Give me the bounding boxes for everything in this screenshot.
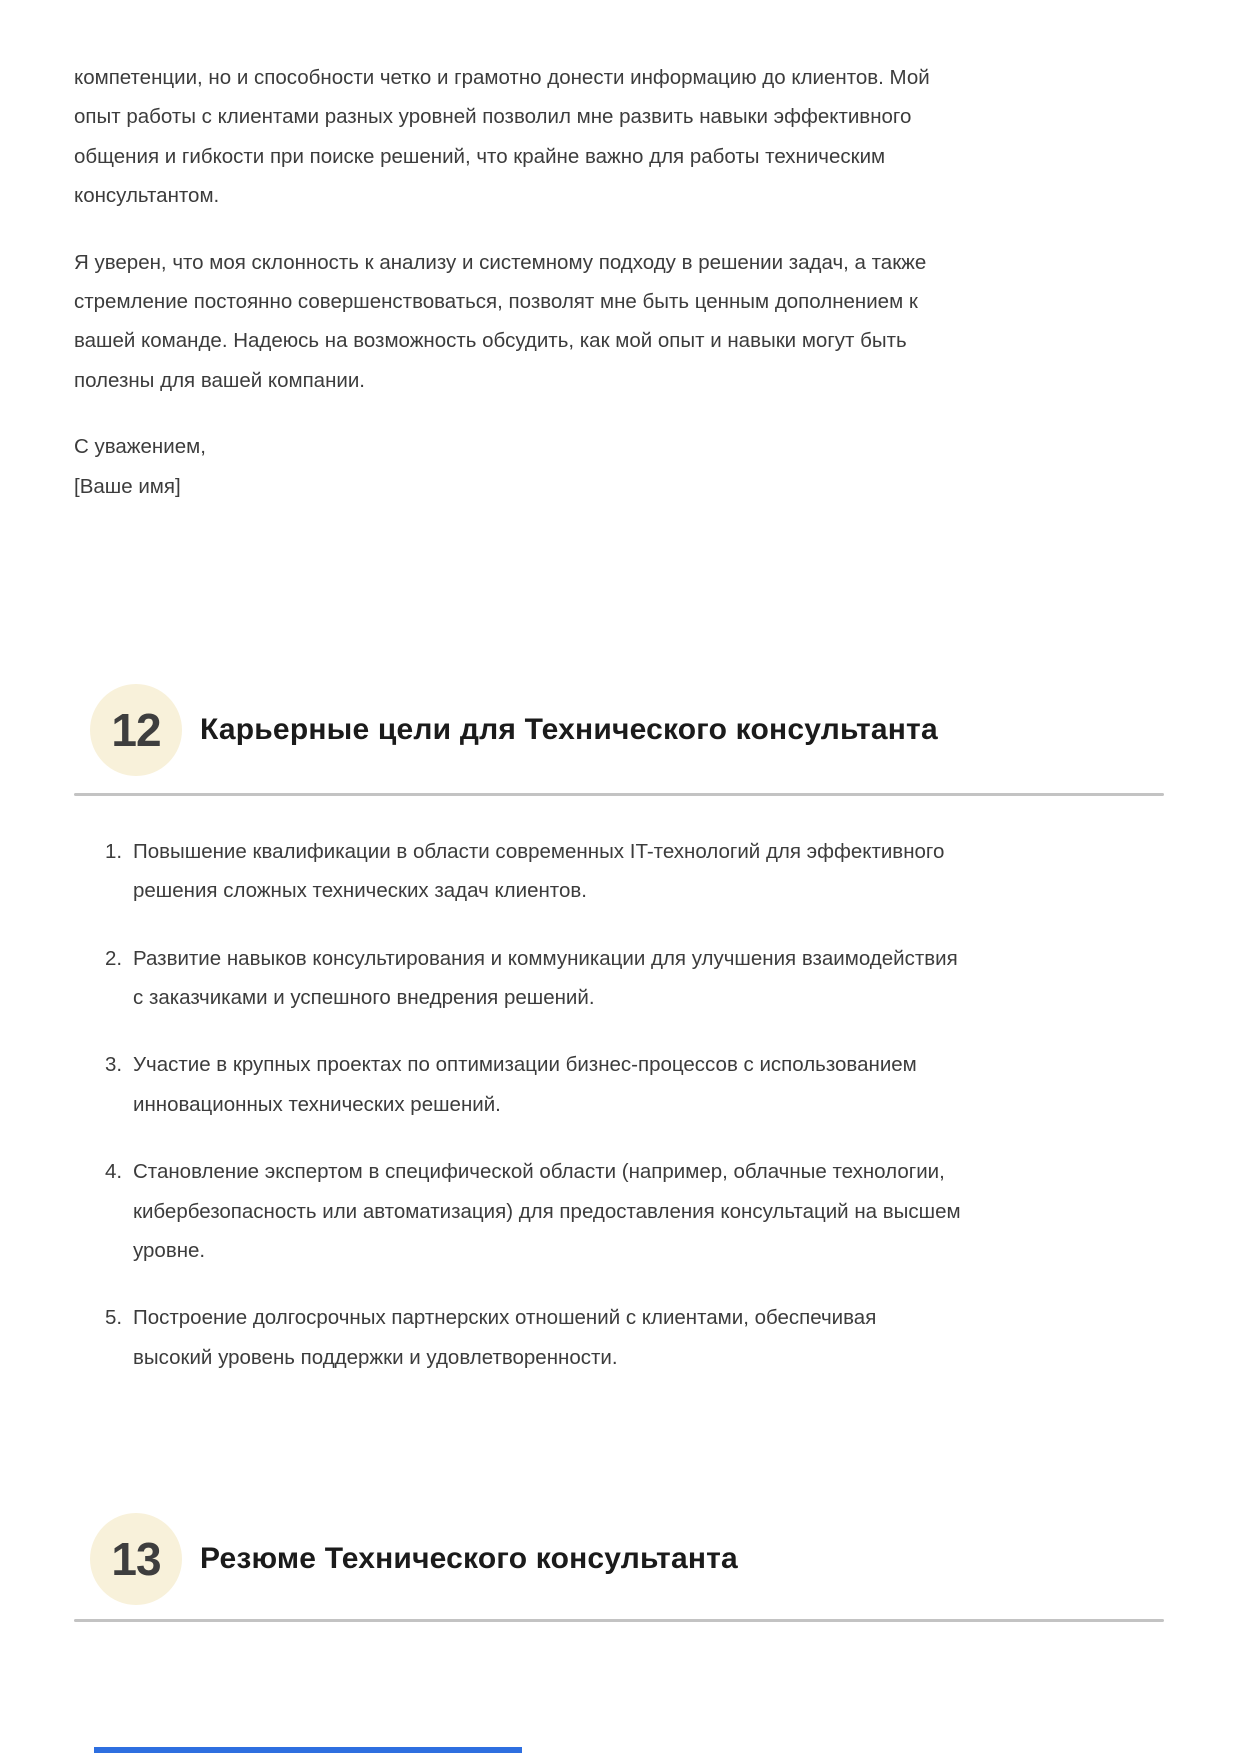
section-13-divider: [74, 1619, 1164, 1622]
list-item-number: 3.: [105, 1053, 123, 1077]
cover-letter-paragraph-2: Я уверен, что моя склонность к анализу и системному подходу в решении задач, а также стремление постоянно совершенствоваться, позволят мне быть ценным дополнением к вашей команде. Надеюсь на возможность обсудить, как мой опыт и навыки могут быть полезны для вашей компании.: [74, 250, 927, 392]
list-item-text: Становление экспертом в специфической области (например, облачные технологии, кибербезопасность или автоматизация) для предоставления консультаций на высшем уровне.: [133, 1160, 961, 1263]
section-13-header: [74, 1513, 1165, 1605]
list-item: [105, 832, 1165, 911]
list-item: [105, 1045, 1165, 1124]
section-career-goals: [74, 684, 1165, 1377]
list-item-number: 1.: [105, 839, 123, 863]
list-item: [105, 1152, 1165, 1270]
cover-letter-closing: С уважением, [Ваше имя]: [74, 435, 206, 498]
section-12-header: [74, 684, 1165, 776]
list-item-number: 4.: [105, 1160, 123, 1184]
section-13-number-badge: [90, 1513, 182, 1605]
section-12-divider: [74, 793, 1164, 796]
list-item: [105, 939, 1165, 1018]
section-12-title: Карьерные цели для Технического консультанта: [200, 712, 938, 746]
career-goals-list: [74, 832, 1165, 1377]
cover-letter-paragraph-1: компетенции, но и способности четко и грамотно донести информацию до клиентов. Мой опыт работы с клиентами разных уровней позволил мне развить навыки эффективного общения и гибкости при поиске решений, что крайне важно для работы техническим консультантом.: [74, 66, 930, 208]
list-item-text: Построение долгосрочных партнерских отношений с клиентами, обеспечивая высокий уровень поддержки и удовлетворенности.: [133, 1306, 877, 1369]
accent-bar: [94, 1747, 522, 1753]
list-item-text: Повышение квалификации в области современных IT-технологий для эффективного решения сложных технических задач клиентов.: [133, 839, 945, 903]
list-item-number: 2.: [105, 946, 123, 970]
section-12-number-badge: [90, 684, 182, 776]
section-12-number: 12: [111, 703, 161, 756]
section-13-title: Резюме Технического консультанта: [200, 1542, 738, 1576]
list-item-text: Развитие навыков консультирования и коммуникации для улучшения взаимодействия с заказчиками и успешного внедрения решений.: [133, 946, 958, 1010]
section-13-number: 13: [111, 1533, 161, 1586]
list-item: [105, 1298, 1165, 1377]
list-item-text: Участие в крупных проектах по оптимизации бизнес-процессов с использованием инновационных технических решений.: [133, 1053, 917, 1116]
section-resume: [74, 1513, 1165, 1622]
list-item-number: 5.: [105, 1306, 123, 1330]
